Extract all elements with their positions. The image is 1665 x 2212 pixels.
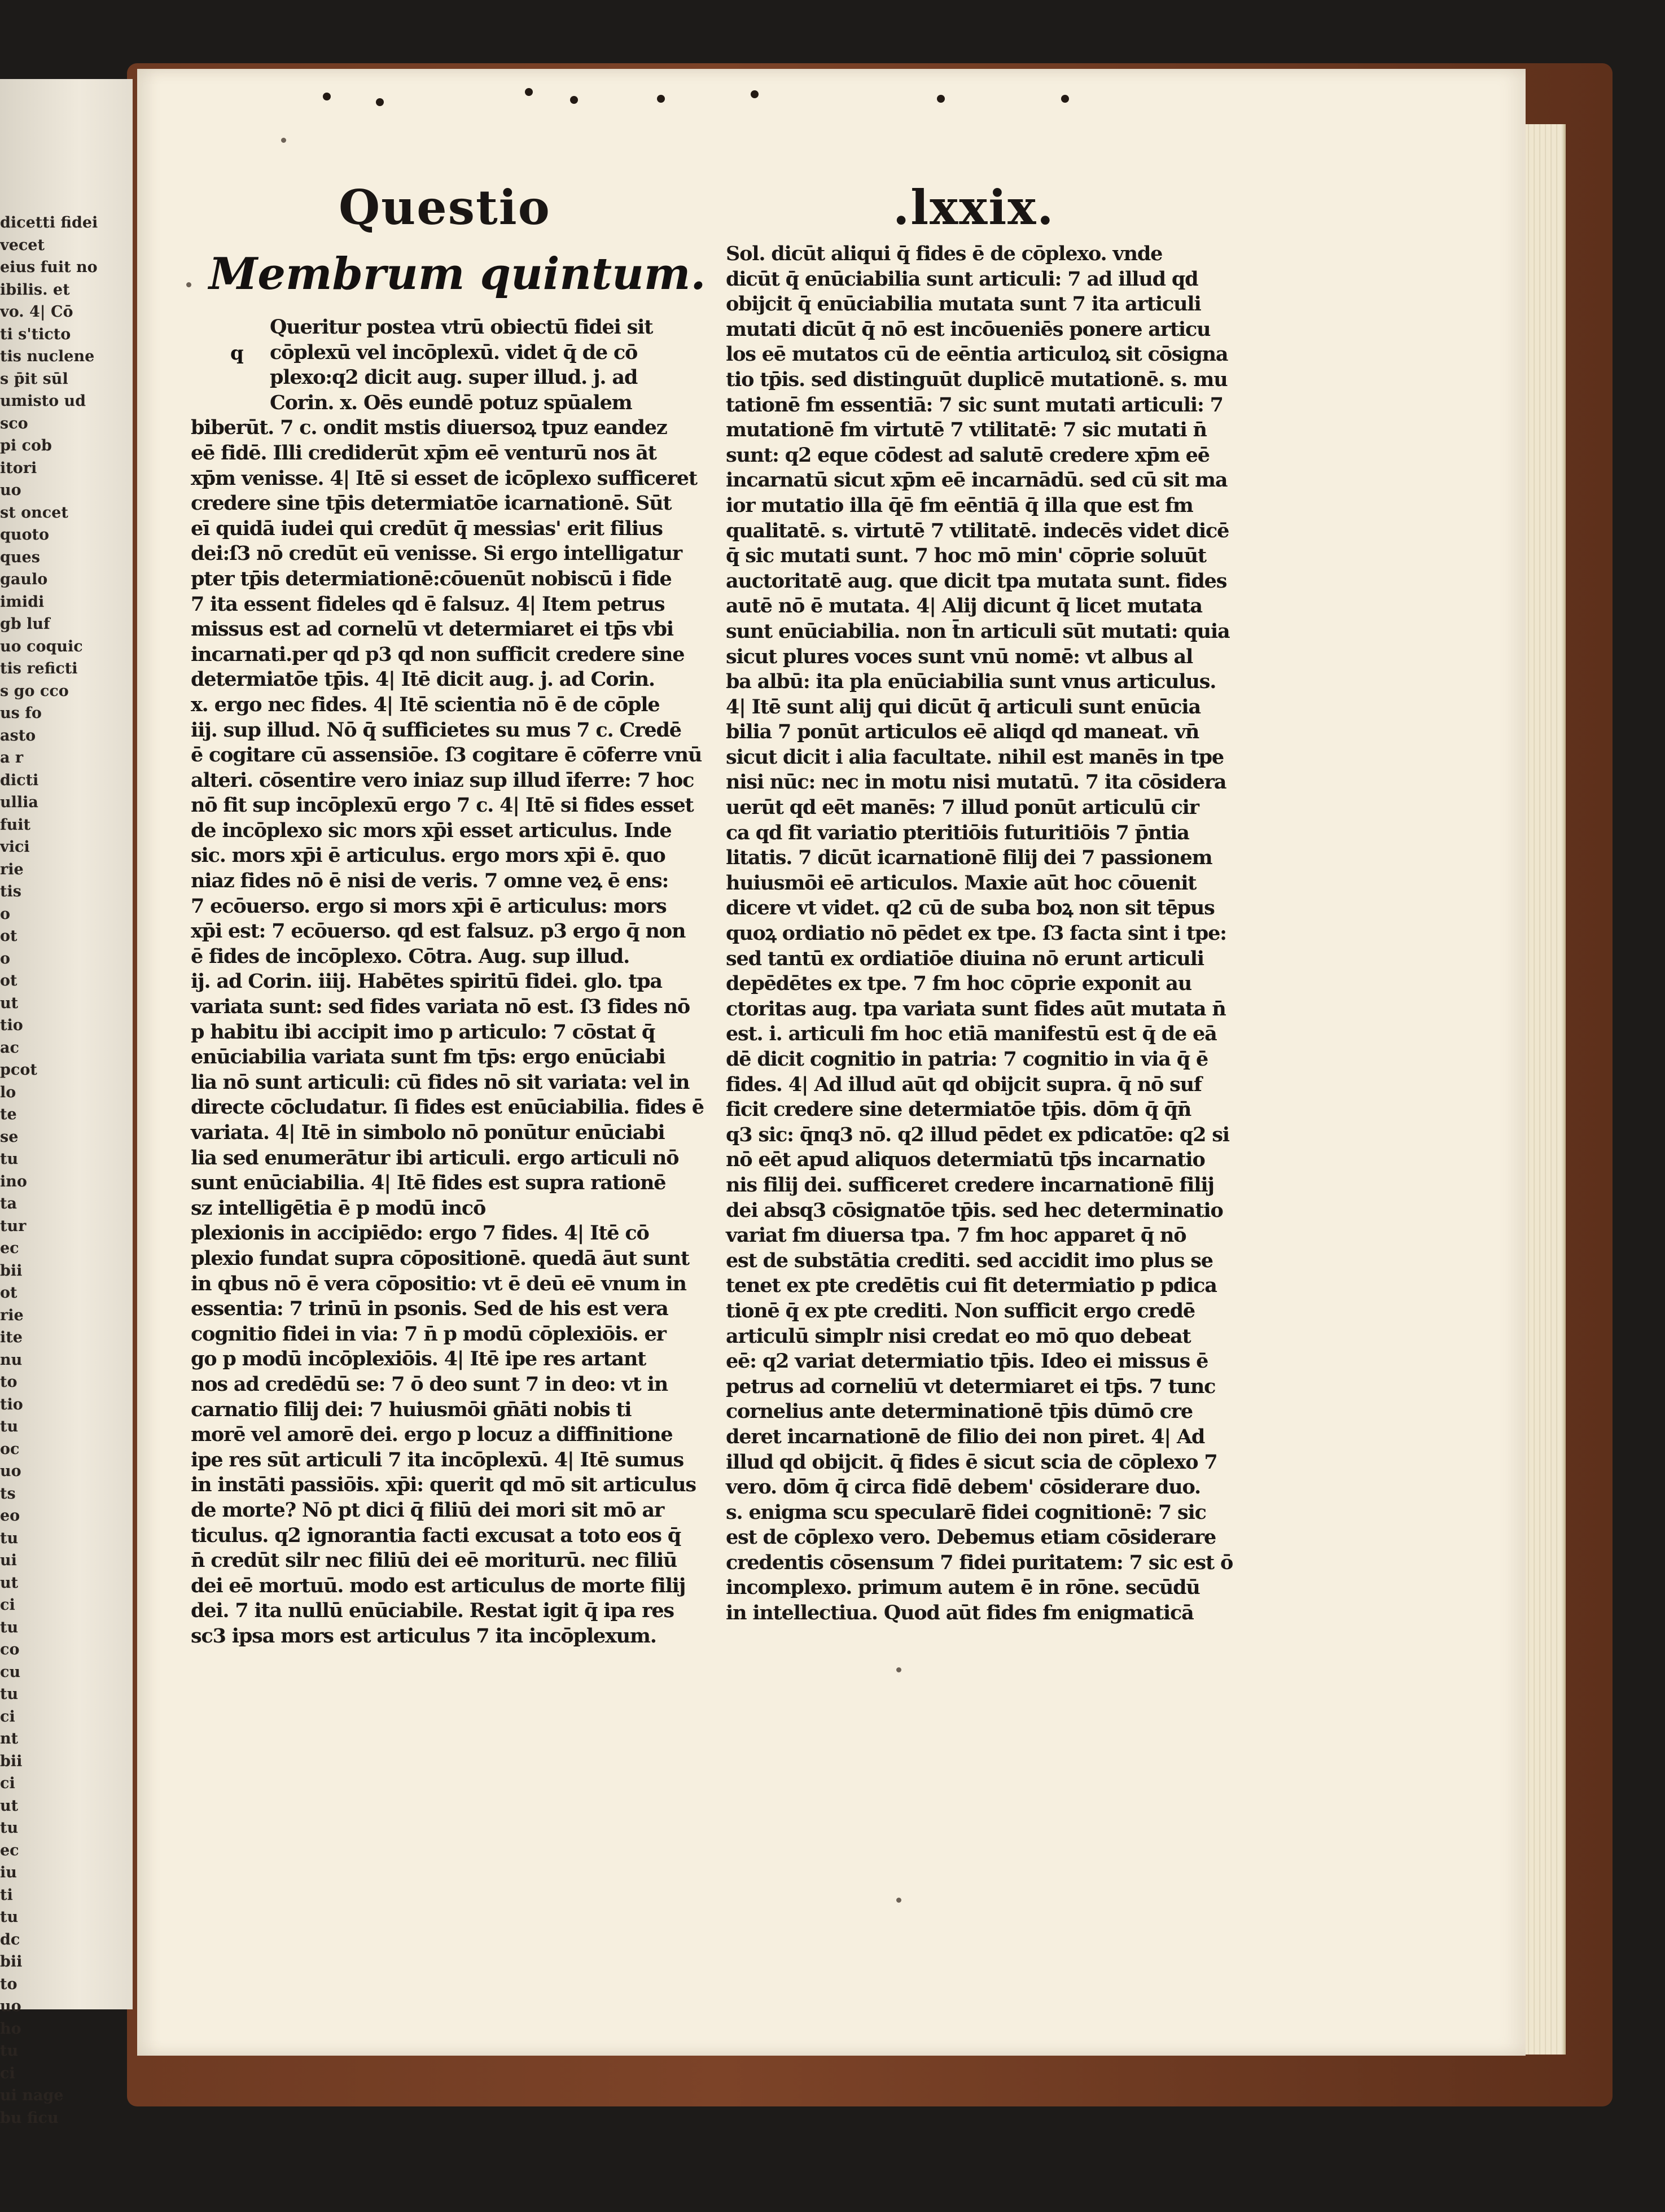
- facing-page-line: tio: [0, 1395, 23, 1413]
- facing-page-line: ti: [0, 1886, 13, 1904]
- text-line: ba albū: ita pla enūciabilia sunt vnus articulus.: [726, 670, 1216, 694]
- facing-page-line: cu: [0, 1663, 21, 1681]
- text-line: eī quidā iudei qui credūt q̄ messias' erit filius: [191, 516, 663, 540]
- facing-page-line: uo: [0, 1462, 21, 1480]
- facing-page-line: dicetti fidei: [0, 214, 98, 231]
- running-head-left: Questio: [339, 179, 551, 235]
- facing-page-line: bii: [0, 1752, 23, 1770]
- facing-page-line: co: [0, 1641, 20, 1658]
- facing-page-line: ino: [0, 1172, 27, 1190]
- text-line: enūciabilia variata sunt fm tp̄s: ergo enūciabi: [191, 1045, 665, 1069]
- text-line: uerūt qd eēt manēs: 7 illud ponūt articulū cir: [726, 796, 1199, 820]
- text-line: Queritur postea vtrū obiectū fidei sit: [270, 316, 653, 339]
- text-line: essentia: 7 trinū in psonis. Sed de his est vera: [191, 1297, 668, 1321]
- facing-page-line: ti s'ticto: [0, 325, 71, 343]
- facing-page-line: ot: [0, 1284, 17, 1302]
- text-line: sz intelligētia ē p modū incō: [191, 1196, 486, 1220]
- facing-page-line: o: [0, 905, 11, 923]
- facing-page-line: lo: [0, 1083, 16, 1101]
- facing-page-line: tu: [0, 1819, 19, 1837]
- facing-page-line: dc: [0, 1930, 20, 1948]
- text-line: de incōplexo sic mors xp̄i esset articulus. Inde: [191, 818, 672, 842]
- facing-page-line: asto: [0, 726, 36, 744]
- facing-page-line: dicti: [0, 771, 39, 789]
- text-line: lia sed enumerātur ibi articuli. ergo articuli nō: [191, 1146, 679, 1169]
- facing-page-line: o: [0, 949, 11, 967]
- facing-page-line: ut: [0, 994, 19, 1012]
- facing-page-line: imidi: [0, 593, 45, 611]
- text-line: in intellectiua. Quod aūt fides fm enigmaticā: [726, 1601, 1194, 1625]
- facing-page-line: vo. 4| Cō: [0, 303, 73, 321]
- facing-page-line: ci: [0, 2064, 15, 2082]
- page-mark: [896, 1667, 901, 1672]
- text-line: niaz fides nō ē nisi de veris. 7 omne veꝝ ē ens:: [191, 869, 669, 893]
- text-line: dicere vt videt. q2 cū de suba boꝝ non sit tēpus: [726, 896, 1215, 920]
- text-line: incarnatū sicut xp̄m eē incarnādū. sed cū sit ma: [726, 468, 1228, 492]
- page-mark: [896, 1898, 901, 1903]
- wormhole: [1061, 95, 1069, 103]
- facing-page-line: quoto: [0, 526, 49, 544]
- text-line: sic. mors xp̄i ē articulus. ergo mors xp̄i ē. quo: [191, 844, 665, 868]
- facing-page-line: vecet: [0, 236, 45, 254]
- text-line: litatis. 7 dicūt icarnationē filij dei 7 passionem: [726, 846, 1212, 870]
- text-line: 7 ecōuerso. ergo si mors xp̄i ē articulus: mors: [191, 894, 667, 918]
- facing-page-line: tu: [0, 1618, 19, 1636]
- text-line: plexio fundat supra cōpositionē. quedā āut sunt: [191, 1246, 689, 1270]
- facing-page-line: gaulo: [0, 571, 48, 588]
- facing-page-line: ec: [0, 1239, 19, 1257]
- facing-page-line: tu: [0, 1150, 19, 1168]
- facing-page-line: nu: [0, 1351, 23, 1369]
- text-line: Corin. x. Oēs eundē potuz spūalem: [270, 391, 632, 414]
- facing-page-line: uo coquic: [0, 637, 83, 655]
- facing-page-line: gb luf: [0, 615, 50, 633]
- facing-page-line: ot: [0, 972, 17, 989]
- facing-page-line: uo: [0, 481, 21, 499]
- text-line: dei:ſ3 nō credūt eū venisse. Si ergo intelligatur: [191, 542, 682, 566]
- text-line: alteri. cōsentire vero iniaz sup illud īferre: 7 hoc: [191, 768, 694, 792]
- text-line: in qbus nō ē vera cōpositio: vt ē deū eē vnum in: [191, 1272, 686, 1295]
- text-line: q̄ sic mutati sunt. 7 hoc mō min' cōprie soluūt: [726, 544, 1206, 568]
- facing-page-line: bii: [0, 1262, 23, 1280]
- text-line: eē fidē. Illi crediderūt xp̄m eē venturū nos āt: [191, 441, 656, 465]
- text-line: x. ergo nec fides. 4| Itē scientia nō ē de cōple: [191, 693, 660, 716]
- facing-page-line: tu: [0, 1908, 19, 1926]
- text-line: credentis cōsensum 7 fidei puritatem: 7 sic est ō: [726, 1550, 1233, 1574]
- text-line: q3 sic: q̄nq3 nō. q2 illud pēdet ex pdicatōe: q2 si: [726, 1123, 1229, 1146]
- initial-letter: q: [230, 342, 244, 365]
- facing-page-line: eo: [0, 1507, 20, 1525]
- text-line: nō fit sup incōplexū ergo 7 c. 4| Itē si fides esset: [191, 794, 694, 817]
- facing-page-line: se: [0, 1128, 19, 1146]
- facing-page-line: tu: [0, 1685, 19, 1703]
- facing-page-line: sco: [0, 414, 28, 432]
- text-column-left: [191, 315, 704, 1649]
- facing-page-line: tis reficti: [0, 660, 78, 677]
- text-line: incomplexo. primum autem ē in rōne. secūdū: [726, 1576, 1200, 1600]
- text-line: cornelius ante determinationē tp̄is dūmō cre: [726, 1400, 1193, 1423]
- text-line: est de cōplexo vero. Debemus etiam cōsiderare: [726, 1526, 1216, 1549]
- facing-page-line: ui: [0, 1552, 17, 1569]
- facing-page-line: ci: [0, 1775, 15, 1792]
- section-heading: Membrum quintum.: [209, 248, 706, 300]
- facing-page-line: tu: [0, 1529, 19, 1547]
- page-mark: [281, 138, 286, 143]
- wormhole: [657, 95, 665, 103]
- facing-page-line: ec: [0, 1841, 19, 1859]
- text-line: lia nō sunt articuli: cū fides nō sit variata: vel in: [191, 1070, 690, 1094]
- text-line: credere sine tp̄is determiatōe icarnationē. Sūt: [191, 492, 672, 515]
- text-line: sicut plures voces sunt vnū nomē: vt albus al: [726, 645, 1193, 668]
- text-line: fides. 4| Ad illud aūt qd obijcit supra. q̄ nō suf: [726, 1072, 1202, 1096]
- facing-page-line: ot: [0, 927, 17, 945]
- facing-page-line: pi cob: [0, 437, 52, 454]
- text-line: mutati dicūt q̄ nō est incōueniēs ponere articu: [726, 317, 1211, 341]
- text-line: 7 ita essent fideles qd ē falsuz. 4| Item petrus: [191, 592, 665, 616]
- text-line: variata. 4| Itē in simbolo nō ponūtur enūciabi: [191, 1121, 665, 1144]
- text-line: ficit credere sine determiatōe tp̄is. dōm q̄ q̄n̄: [726, 1098, 1191, 1122]
- facing-page-line: eius fuit no: [0, 259, 98, 276]
- text-line: n̄ credūt silr nec filiū dei eē moriturū. nec filiū: [191, 1549, 677, 1573]
- text-line: ij. ad Corin. iiij. Habētes spiritū fidei. glo. tpa: [191, 970, 662, 993]
- text-line: plexionis in accipiēdo: ergo 7 fides. 4| Itē cō: [191, 1221, 649, 1245]
- text-line: iij. sup illud. Nō q̄ sufficietes su mus 7 c. Credē: [191, 718, 681, 742]
- text-line: tenet ex pte credētis cui fit determiatio p pdica: [726, 1274, 1217, 1298]
- facing-page-line: rie: [0, 860, 24, 878]
- text-line: eē: q2 variat determiatio tp̄is. Ideo ei missus ē: [726, 1350, 1208, 1373]
- facing-page-line: to: [0, 1975, 17, 1993]
- facing-page-line: vici: [0, 838, 30, 856]
- facing-page-line: tis nuclene: [0, 348, 95, 365]
- facing-page-line: ts: [0, 1484, 16, 1503]
- facing-page-line: pcot: [0, 1061, 37, 1079]
- text-line: cognitio fidei in via: 7 n̄ p modū cōplexiōis. er: [191, 1322, 666, 1346]
- text-line: de morte? Nō pt dici q̄ filiū dei mori sit mō ar: [191, 1498, 664, 1522]
- wormhole: [376, 98, 384, 106]
- text-line: cōplexū vel incōplexū. videt q̄ de cō: [270, 340, 638, 364]
- text-line: est de substātia crediti. sed accidit imo plus se: [726, 1249, 1213, 1272]
- text-line: los eē mutatos cū de eēntia articuloꝝ sit cōsigna: [726, 343, 1228, 366]
- text-line: ca qd fit variatio pteritiōis futuritiōis 7 p̄ntia: [726, 821, 1189, 844]
- text-line: plexo:q2 dicit aug. super illud. j. ad: [270, 366, 638, 389]
- facing-page-line: bii: [0, 1953, 23, 1970]
- text-line: 4| Itē sunt alij qui dicūt q̄ articuli sunt enūcia: [726, 695, 1200, 719]
- text-line: ipe res sūt articuli 7 ita incōplexū. 4| Itē sumus: [191, 1448, 684, 1471]
- text-line: tio tp̄is. sed distinguūt duplicē mutationē. s. mu: [726, 367, 1228, 391]
- text-line: carnatio filij dei: 7 huiusmōi gn̄āti nobis ti: [191, 1398, 632, 1421]
- text-line: dē dicit cognitio in patria: 7 cognitio in via q̄ ē: [726, 1048, 1208, 1071]
- text-line: pter tp̄is determiationē:cōuenūt nobiscū i fide: [191, 567, 672, 590]
- facing-page-line: s p̄it sūl: [0, 370, 68, 388]
- facing-page-line: tis: [0, 883, 21, 900]
- text-line: nos ad credēdū se: 7 ō deo sunt 7 in deo: vt in: [191, 1372, 668, 1396]
- text-line: mutationē fm virtutē 7 vtilitatē: 7 sic mutati n̄: [726, 418, 1207, 442]
- text-line: illud qd obijcit. q̄ fides ē sicut scia de cōplexo 7: [726, 1450, 1217, 1474]
- page-mark: [186, 282, 191, 287]
- text-line: dei eē mortuū. modo est articulus de morte filij: [191, 1574, 686, 1597]
- text-line: tationē fm essentiā: 7 sic sunt mutati articuli: 7: [726, 393, 1223, 417]
- text-line: sunt enūciabilia. 4| Itē fides est supra rationē: [191, 1171, 666, 1195]
- text-line: biberūt. 7 c. ondit mstis diuersoꝝ tpuz eandez: [191, 416, 667, 440]
- text-line: depēdētes ex tpe. 7 fm hoc cōprie exponit au: [726, 972, 1191, 996]
- text-line: s. enigma scu specularē fidei cognitionē: 7 sic: [726, 1500, 1206, 1524]
- text-line: ē fides de incōplexo. Cōtra. Aug. sup illud.: [191, 944, 630, 968]
- text-line: variata sunt: sed fides variata nō est. ſ3 fides nō: [191, 995, 690, 1019]
- facing-page-line: ho: [0, 2020, 21, 2038]
- wormhole: [570, 96, 578, 104]
- facing-page-line: ci: [0, 1596, 15, 1614]
- text-line: morē vel amorē dei. ergo p locuz a diffinitione: [191, 1423, 673, 1447]
- facing-page-line: ta: [0, 1195, 17, 1212]
- facing-page-line: rie: [0, 1306, 24, 1324]
- text-line: qualitatē. s. virtutē 7 vtilitatē. indecēs videt dicē: [726, 519, 1229, 542]
- facing-page-line: nt: [0, 1730, 19, 1747]
- facing-page-line: us fo: [0, 704, 42, 722]
- text-line: determiatōe tp̄is. 4| Itē dicit aug. j. ad Corin.: [191, 668, 655, 691]
- text-line: quoꝝ ordiatio nō pēdet ex tpe. ſ3 facta sint i tpe:: [726, 922, 1226, 945]
- facing-page-line: ci: [0, 1707, 15, 1725]
- facing-page-line: a r: [0, 749, 24, 766]
- text-column-right: [726, 242, 1234, 1626]
- text-line: ctoritas aug. tpa variata sunt fides aūt mutata n̄: [726, 997, 1226, 1020]
- text-line: Sol. dicūt aliqui q̄ fides ē de cōplexo. vnde: [726, 242, 1163, 265]
- text-line: sed tantū ex ordiatiōe diuina nō erunt articuli: [726, 947, 1204, 970]
- facing-page-line: tu: [0, 1418, 19, 1435]
- wormhole: [323, 93, 331, 100]
- text-line: tionē q̄ ex pte crediti. Non sufficit ergo credē: [726, 1299, 1195, 1322]
- text-line: sunt enūciabilia. non t̄n articuli sūt mutati: quia: [726, 619, 1230, 643]
- facing-page-line: iu: [0, 1864, 17, 1881]
- text-line: dei. 7 ita nullū enūciabile. Restat igit q̄ ipa res: [191, 1599, 674, 1623]
- running-head-right: .lxxix.: [893, 179, 1055, 235]
- text-line: sicut dicit i alia facultate. nihil est manēs in tpe: [726, 745, 1224, 769]
- text-line: directe cōcludatur. ſi fides est enūciabilia. fides ē: [191, 1096, 704, 1119]
- text-line: auctoritatē aug. que dicit tpa mutata sunt. fides: [726, 569, 1227, 593]
- text-line: petrus ad corneliū vt determiaret ei tp̄s. 7 tunc: [726, 1374, 1216, 1398]
- facing-page-line: st oncet: [0, 503, 68, 522]
- facing-page-line: fuit: [0, 816, 30, 834]
- text-line: incarnati.per qd p3 qd non sufficit credere sine: [191, 642, 685, 666]
- text-line: sunt: q2 eque cōdest ad salutē credere xp̄m eē: [726, 443, 1210, 467]
- text-line: xp̄m venisse. 4| Itē si esset de icōplexo sufficeret: [191, 466, 697, 490]
- facing-page-left: [0, 79, 133, 2127]
- facing-page-line: umisto ud: [0, 392, 86, 410]
- text-line: sc3 ipsa mors est articulus 7 ita incōplexum.: [191, 1624, 656, 1648]
- text-line: variat fm diuersa tpa. 7 fm hoc apparet q̄ nō: [726, 1224, 1186, 1247]
- text-line: nisi nūc: nec in motu nisi mutatū. 7 ita cōsidera: [726, 770, 1226, 794]
- text-line: missus est ad cornelū vt determiaret ei tp̄s vbi: [191, 617, 673, 641]
- facing-page-line: tu: [0, 2042, 19, 2060]
- facing-page-line: ui nage: [0, 2087, 64, 2104]
- facing-page-line: s go cco: [0, 682, 69, 700]
- text-line: ior mutatio illa q̄ē fm eēntiā q̄ illa que est fm: [726, 493, 1193, 517]
- wormhole: [751, 90, 759, 98]
- facing-page-line: uo: [0, 1998, 21, 2015]
- text-line: deret incarnationē de filio dei non piret. 4| Ad: [726, 1425, 1205, 1448]
- text-line: nō eēt apud aliquos determiatū tp̄s incarnatio: [726, 1148, 1205, 1172]
- text-line: autē nō ē mutata. 4| Alij dicunt q̄ licet mutata: [726, 594, 1202, 618]
- wormhole: [937, 95, 945, 103]
- facing-page-line: te: [0, 1106, 17, 1123]
- text-line: in instāti passiōis. xp̄i: querit qd mō sit articulus: [191, 1473, 696, 1497]
- facing-page-line: to: [0, 1373, 17, 1391]
- text-line: go p modū incōplexiōis. 4| Itē ipe res artant: [191, 1347, 646, 1371]
- text-line: bilia 7 ponūt articulos eē aliqd qd maneat. vn̄: [726, 720, 1199, 744]
- text-line: nis filij dei. sufficeret credere incarnationē filij: [726, 1173, 1214, 1197]
- text-line: ē cogitare cū assensiōe. ſ3 cogitare ē cōferre vnū: [191, 743, 702, 767]
- facing-page-line: tur: [0, 1217, 27, 1235]
- facing-page-line: itori: [0, 459, 37, 477]
- text-line: dei absq3 cōsignatōe tp̄is. sed hec determinatio: [726, 1198, 1223, 1222]
- facing-page-line: oc: [0, 1440, 20, 1458]
- text-line: p habitu ibi accipit imo p articulo: 7 cōstat q̄: [191, 1020, 655, 1044]
- text-line: est. i. articuli fm hoc etiā manifestū est q̄ de eā: [726, 1022, 1217, 1046]
- facing-page-line: ac: [0, 1039, 19, 1057]
- facing-page-line: ullia: [0, 794, 38, 811]
- facing-page-text: [0, 212, 127, 2129]
- text-line: vero. dōm q̄ circa fidē debem' cōsiderare duo.: [726, 1475, 1200, 1499]
- facing-page-line: tio: [0, 1017, 23, 1034]
- facing-page-line: bu ficu: [0, 2109, 59, 2127]
- text-line: obijcit q̄ enūciabilia mutata sunt 7 ita articuli: [726, 292, 1201, 316]
- wormhole: [525, 88, 533, 96]
- text-line: xp̄i est: 7 ecōuerso. qd est falsuz. p3 ergo q̄ non: [191, 919, 686, 943]
- facing-page-line: ut: [0, 1574, 19, 1592]
- facing-page-line: ite: [0, 1329, 23, 1346]
- text-line: dicūt q̄ enūciabilia sunt articuli: 7 ad illud qd: [726, 267, 1198, 291]
- facing-page-line: ut: [0, 1797, 19, 1815]
- facing-page-line: ibilis. et: [0, 281, 70, 299]
- text-line: huiusmōi eē articulos. Maxie aūt hoc cōuenit: [726, 871, 1197, 895]
- text-line: articulū simplr nisi credat eo mō quo debeat: [726, 1324, 1191, 1348]
- text-line: ticulus. q2 ignorantia facti excusat a toto eos q̄: [191, 1523, 681, 1547]
- facing-page-line: ques: [0, 548, 40, 566]
